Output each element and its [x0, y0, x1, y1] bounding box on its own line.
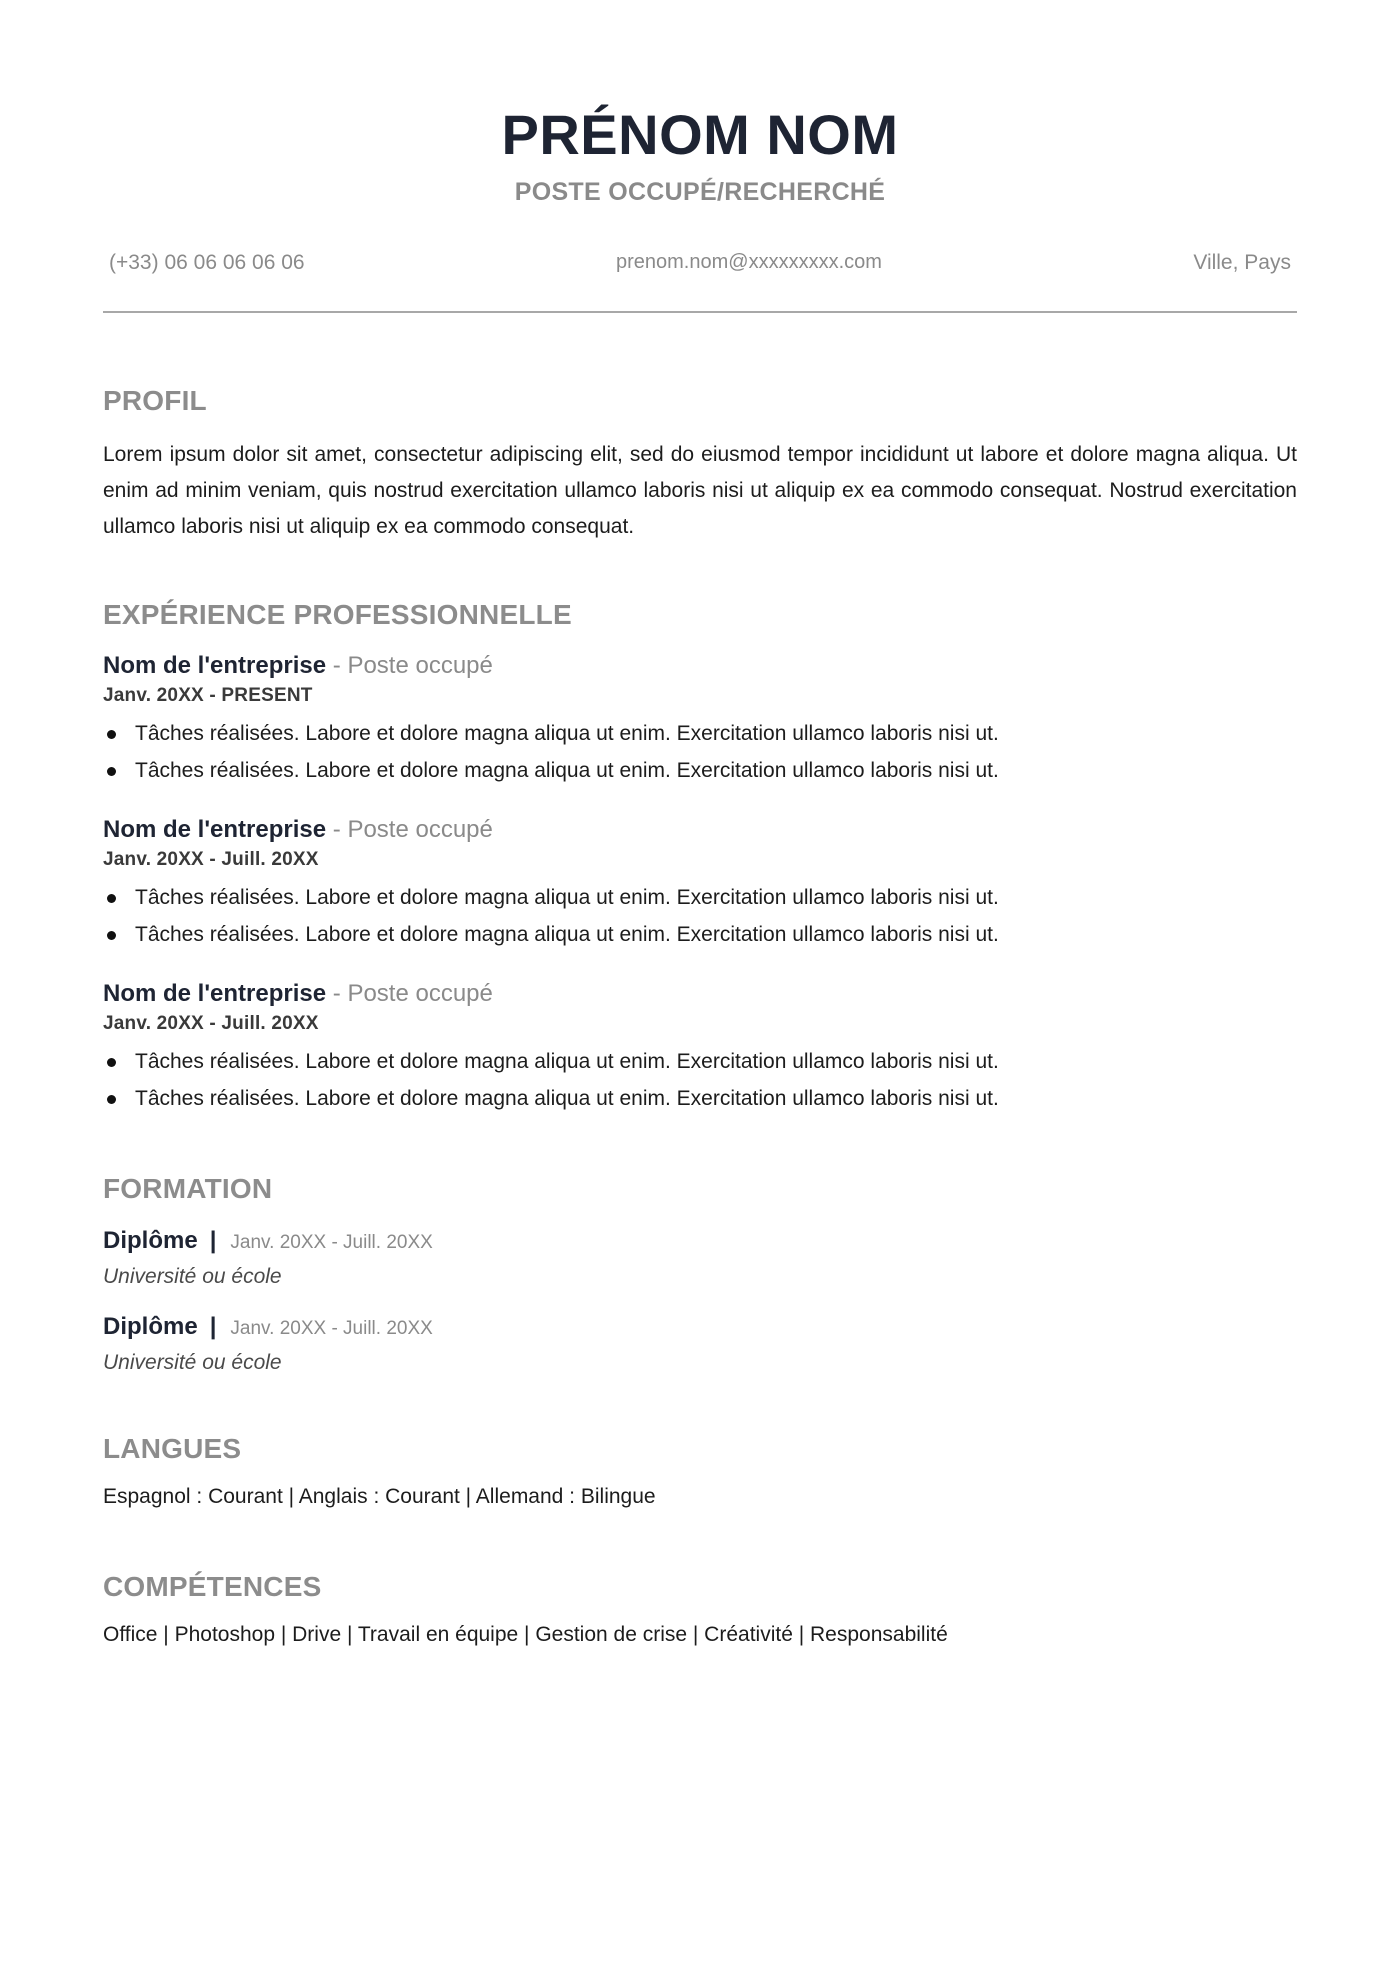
task-item: Tâches réalisées. Labore et dolore magna aliqua ut enim. Exercitation ullamco laboris nisi ut.: [103, 1043, 1297, 1080]
email-address: prenom.nom@xxxxxxxxx.com: [615, 251, 882, 273]
job-company: Nom de l'entreprise: [103, 980, 327, 1007]
full-name: PRÉNOM NOM: [501, 103, 899, 166]
degree-name: Diplôme: [103, 1227, 198, 1254]
job-separator: -: [326, 652, 348, 679]
job-entry: [103, 979, 1297, 1117]
education-entry: [103, 1311, 1297, 1375]
profil-text: Lorem ipsum dolor sit amet, consectetur adipiscing elit, sed do eiusmod tempor incididunt ut labore et dolore magna aliqua. Ut enim ad minim veniam, quis nostrud exercitation ullamco laboris nisi ut aliquip ex ea commodo consequat. Nostrud exercitation ullamco laboris nisi ut aliquip ex ea commodo consequat.: [103, 443, 1297, 538]
task-item: Tâches réalisées. Labore et dolore magna aliqua ut enim. Exercitation ullamco laboris nisi ut.: [103, 879, 1297, 916]
task-item: Tâches réalisées. Labore et dolore magna aliqua ut enim. Exercitation ullamco laboris nisi ut.: [103, 1080, 1297, 1117]
task-item: Tâches réalisées. Labore et dolore magna aliqua ut enim. Exercitation ullamco laboris nisi ut.: [103, 752, 1297, 789]
task-list: [103, 715, 1297, 789]
section-title-profil: PROFIL: [103, 385, 207, 416]
task-list: [103, 879, 1297, 953]
section-title-langues: LANGUES: [103, 1433, 242, 1464]
languages-text: Espagnol : Courant | Anglais : Courant | Allemand : Bilingue: [103, 1485, 656, 1508]
school-name: Université ou école: [103, 1265, 282, 1288]
job-separator: -: [326, 816, 348, 843]
job-role: Poste occupé: [347, 816, 493, 843]
job-separator: -: [326, 980, 348, 1007]
phone-number: (+33) 06 06 06 06 06: [109, 251, 305, 274]
resume-header: [103, 0, 1297, 207]
task-item: Tâches réalisées. Labore et dolore magna aliqua ut enim. Exercitation ullamco laboris nisi ut.: [103, 916, 1297, 953]
job-entry: [103, 651, 1297, 789]
degree-separator: |: [209, 1313, 217, 1340]
degree-dates: Janv. 20XX - Juill. 20XX: [230, 1318, 433, 1339]
job-title: POSTE OCCUPÉ/RECHERCHÉ: [514, 178, 886, 206]
job-entry: [103, 815, 1297, 953]
job-role: Poste occupé: [347, 980, 493, 1007]
job-dates: Janv. 20XX - Juill. 20XX: [103, 849, 319, 870]
task-item: Tâches réalisées. Labore et dolore magna aliqua ut enim. Exercitation ullamco laboris nisi ut.: [103, 715, 1297, 752]
task-list: [103, 1043, 1297, 1117]
contact-row: [103, 251, 1297, 275]
degree-name: Diplôme: [103, 1313, 198, 1340]
job-company: Nom de l'entreprise: [103, 652, 327, 679]
section-title-formation: FORMATION: [103, 1173, 273, 1204]
header-divider: [103, 311, 1297, 313]
section-title-experience: EXPÉRIENCE PROFESSIONNELLE: [103, 599, 572, 630]
section-title-competences: COMPÉTENCES: [103, 1571, 322, 1602]
job-dates: Janv. 20XX - Juill. 20XX: [103, 1013, 319, 1034]
school-name: Université ou école: [103, 1351, 282, 1374]
job-dates: Janv. 20XX - PRESENT: [103, 685, 313, 706]
degree-separator: |: [209, 1227, 217, 1254]
skills-text: Office | Photoshop | Drive | Travail en équipe | Gestion de crise | Créativité | Responsabilité: [103, 1623, 948, 1646]
job-company: Nom de l'entreprise: [103, 816, 327, 843]
job-role: Poste occupé: [347, 652, 493, 679]
degree-dates: Janv. 20XX - Juill. 20XX: [230, 1232, 433, 1253]
education-entry: [103, 1225, 1297, 1289]
location: Ville, Pays: [1193, 251, 1291, 274]
